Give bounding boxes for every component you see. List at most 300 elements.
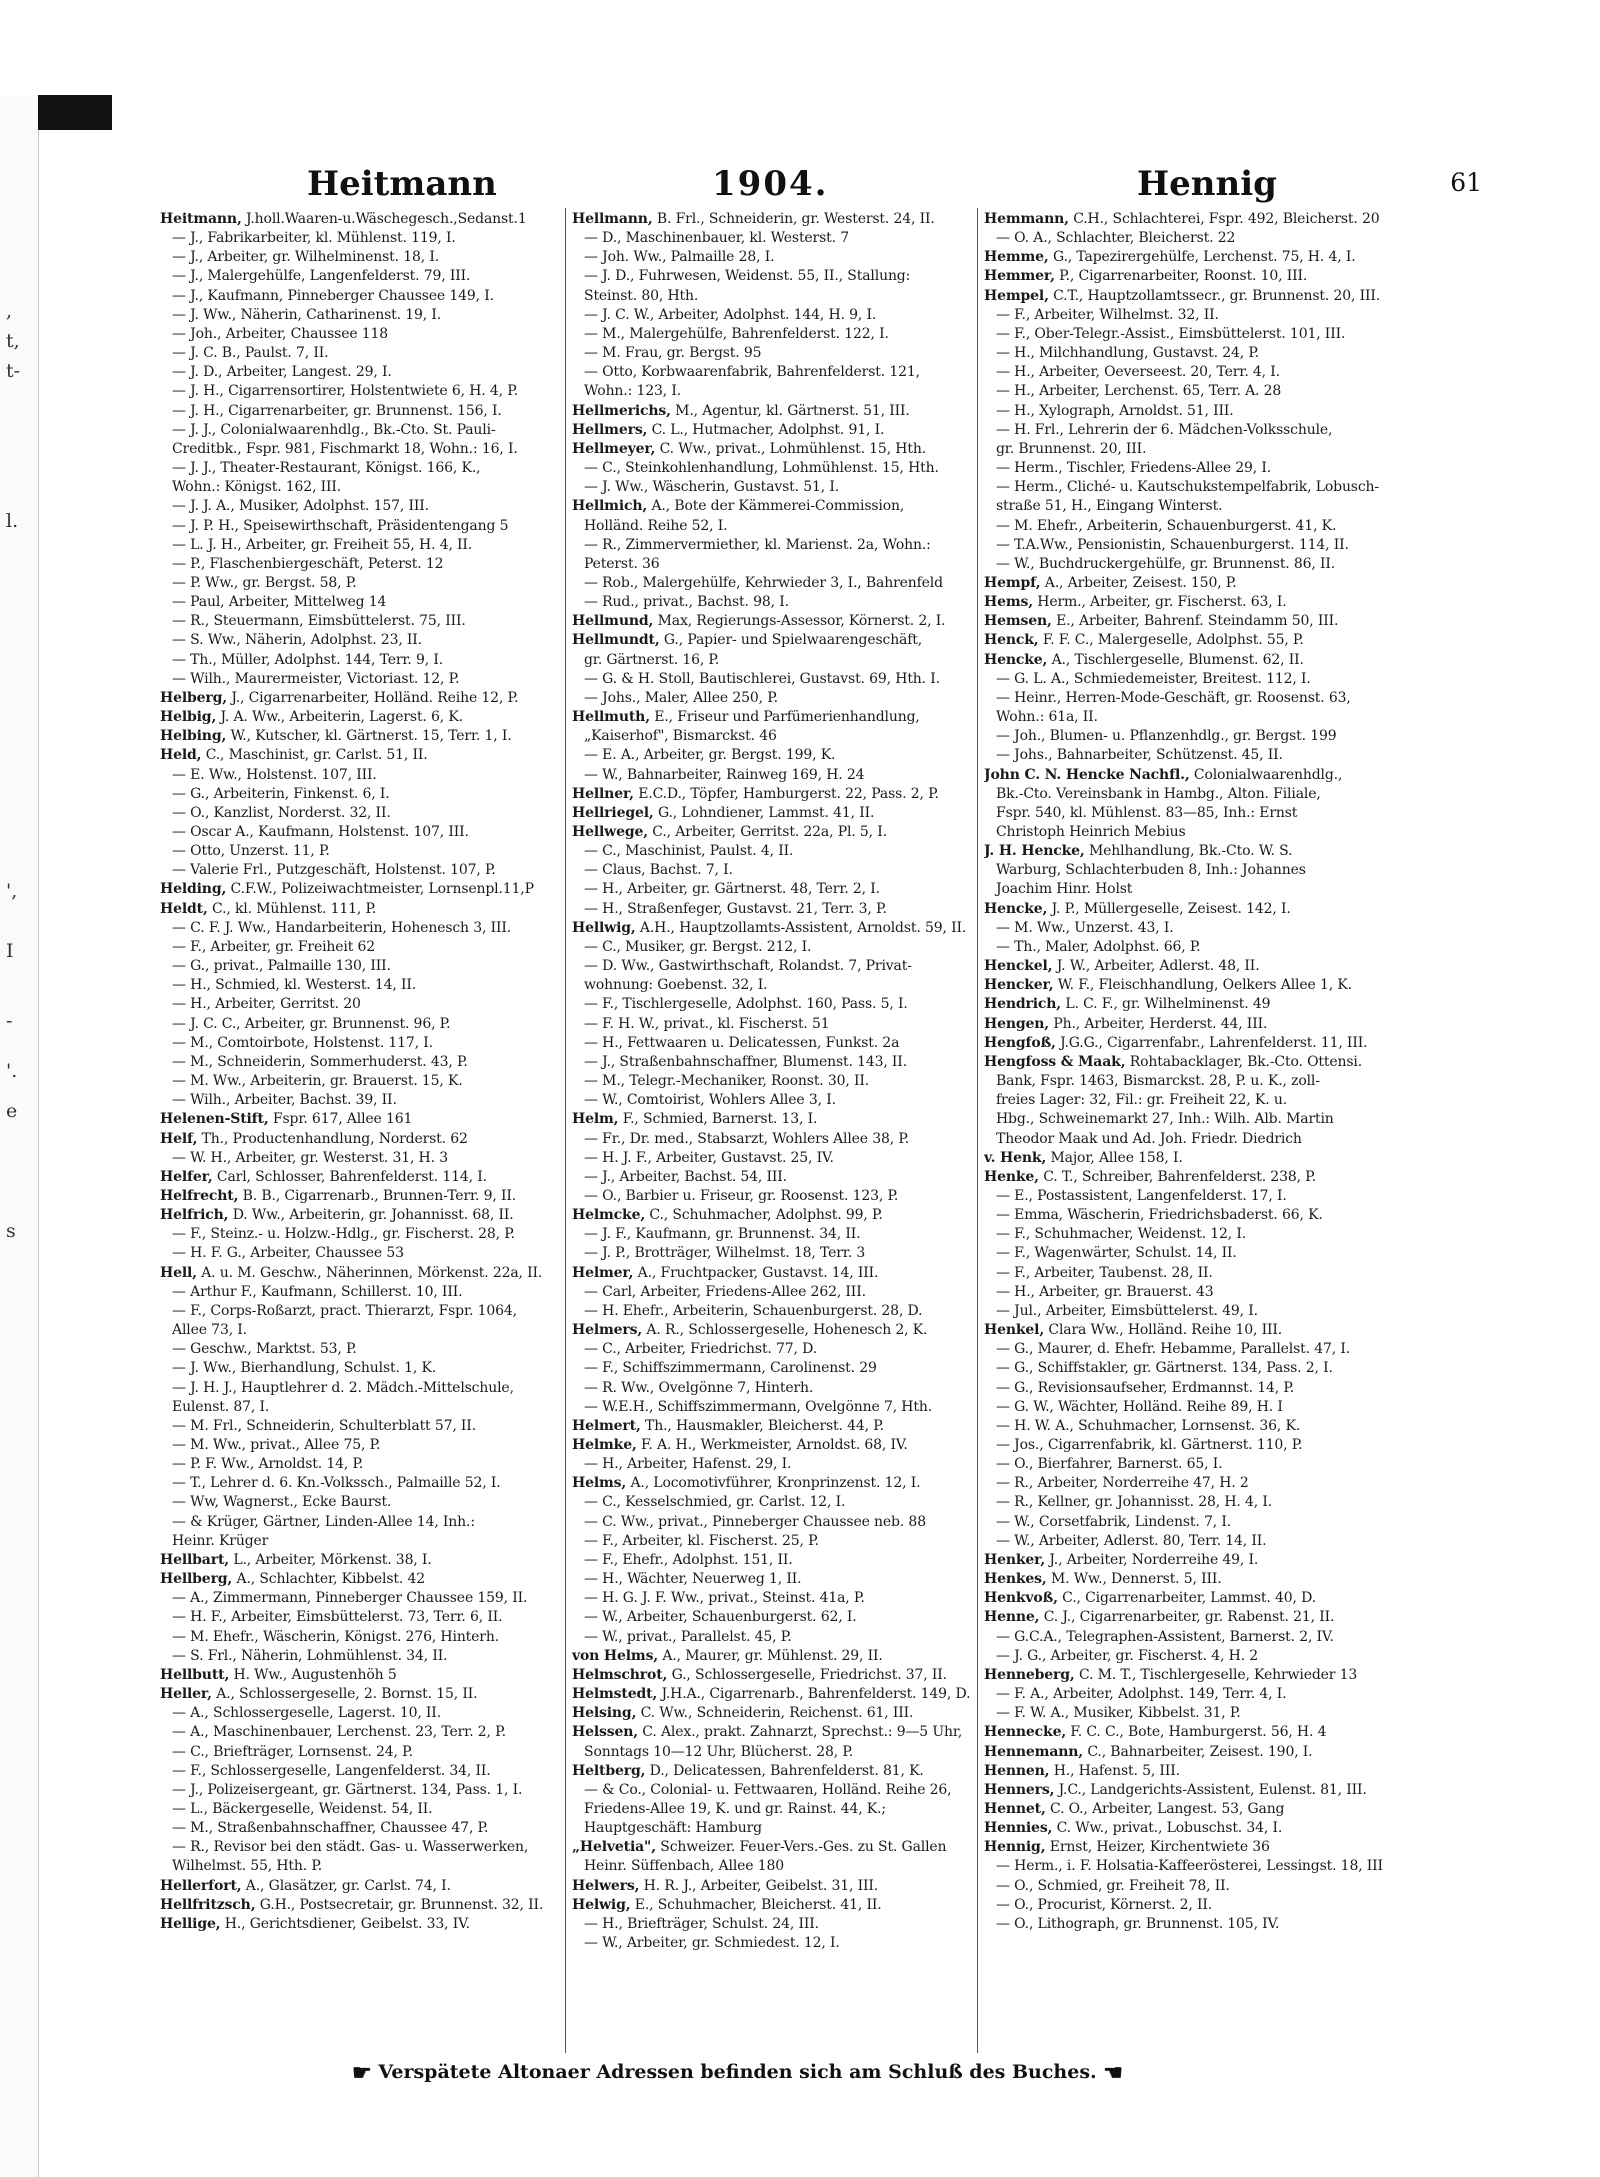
directory-entry	[160, 1283, 560, 1302]
directory-entry	[160, 727, 560, 746]
directory-entry	[160, 861, 560, 880]
directory-entry	[984, 1225, 1384, 1244]
directory-entry	[572, 1647, 972, 1666]
entry-text: — M. Ww., privat., Allee 75, P.	[172, 1437, 381, 1453]
entry-text: W. F., Fleischhandlung, Oelkers Allee 1, K.	[1057, 977, 1352, 994]
entry-text: Christoph Heinrich Mebius	[996, 824, 1186, 840]
directory-entry	[572, 670, 972, 689]
directory-entry	[160, 1762, 560, 1781]
entry-text: gr. Brunnenst. 20, III.	[996, 440, 1147, 457]
entry-text: E., Arbeiter, Bahrenf. Steindamm 50, III.	[1056, 613, 1339, 630]
entry-surname: Hems,	[984, 594, 1033, 611]
entry-text: J., Cigarrenarbeiter, Holländ. Reihe 12, P.	[231, 689, 519, 706]
directory-entry	[160, 1398, 560, 1417]
entry-text: Ernst, Heizer, Kirchentwiete 36	[1049, 1839, 1270, 1856]
entry-text: G., Tapezirergehülfe, Lerchenst. 75, H. 4, I.	[1052, 249, 1356, 266]
entry-text: — M. Ehefr., Wäscherin, Königst. 276, Hinterh.	[172, 1628, 500, 1645]
directory-entry	[572, 306, 972, 325]
directory-entry	[984, 1723, 1384, 1742]
entry-text: — Johs., Bahnarbeiter, Schützenst. 45, II.	[996, 747, 1283, 764]
entry-text: A., Fruchtpacker, Gustavst. 14, III.	[637, 1264, 879, 1281]
directory-entry	[984, 1532, 1384, 1551]
entry-text: — H. W. A., Schuhmacher, Lornsenst. 36, K.	[996, 1417, 1301, 1434]
entry-text: Fspr. 617, Allee 161	[272, 1111, 413, 1128]
directory-entry	[160, 612, 560, 631]
directory-entry	[160, 1896, 560, 1915]
entry-text: — C. Ww., privat., Pinneberger Chaussee neb. 88	[584, 1513, 926, 1530]
entry-text: — E., Postassistent, Langenfelderst. 17, I.	[996, 1187, 1287, 1204]
directory-entry	[984, 880, 1384, 899]
directory-entry	[572, 1551, 972, 1570]
directory-entry	[984, 1398, 1384, 1417]
directory-entry	[984, 919, 1384, 938]
directory-entry	[572, 1493, 972, 1512]
directory-entry	[160, 1034, 560, 1053]
entry-text: — & Co., Colonial- u. Fettwaaren, Holländ. Reihe 26,	[584, 1781, 952, 1798]
directory-entry	[160, 555, 560, 574]
entry-text: — H., Fettwaaren u. Delicatessen, Funkst. 2a	[584, 1034, 900, 1051]
entry-text: — H., Straßenfeger, Gustavst. 21, Terr. 3, P.	[584, 900, 887, 917]
directory-entry	[984, 536, 1384, 555]
directory-entry	[160, 842, 560, 861]
entry-text: — R., Arbeiter, Norderreihe 47, H. 2	[996, 1475, 1249, 1492]
entry-surname: Hemmann,	[984, 211, 1069, 227]
directory-entry	[572, 1379, 972, 1398]
directory-entry	[160, 1838, 560, 1857]
entry-surname: Hennemann,	[984, 1743, 1084, 1760]
entry-text: — E. Ww., Holstenst. 107, III.	[172, 766, 377, 783]
directory-entry	[160, 1704, 560, 1723]
entry-text: — J. G., Arbeiter, gr. Fischerst. 4, H. 2	[996, 1647, 1259, 1664]
pointing-hand-icon: ☛	[352, 2060, 372, 2086]
entry-text: Bank, Fspr. 1463, Bismarckst. 28, P. u. K., zoll-	[996, 1073, 1320, 1090]
entry-text: — E. A., Arbeiter, gr. Bergst. 199, K.	[584, 747, 836, 764]
entry-surname: Hellner,	[572, 785, 634, 802]
directory-entry	[984, 1379, 1384, 1398]
directory-entry	[160, 1647, 560, 1666]
entry-text: — M., Schneiderin, Sommerhuderst. 43, P.	[172, 1053, 468, 1070]
directory-entry	[984, 210, 1384, 229]
directory-entry	[572, 536, 972, 555]
directory-entry	[572, 1225, 972, 1244]
entry-text: Warburg, Schlachterbuden 8, Inh.: Johannes	[996, 862, 1306, 879]
entry-text: — O. A., Schlachter, Bleicherst. 22	[996, 230, 1236, 247]
entry-text: — C., Steinkohlenhandlung, Lohmühlenst. 15, Hth.	[584, 460, 939, 477]
directory-entry	[984, 995, 1384, 1014]
directory-entry	[984, 823, 1384, 842]
entry-text: — J. H., Cigarrenarbeiter, gr. Brunnenst. 156, I.	[172, 402, 502, 419]
entry-text: — A., Zimmermann, Pinneberger Chaussee 159, II.	[172, 1590, 528, 1607]
entry-text: — H. F., Arbeiter, Eimsbüttelerst. 73, Terr. 6, II.	[172, 1609, 503, 1626]
entry-text: — C. F. J. Ww., Handarbeiterin, Hohenesch 3, III.	[172, 919, 512, 936]
directory-entry	[160, 1455, 560, 1474]
directory-entry	[160, 1493, 560, 1512]
directory-entry	[160, 1340, 560, 1359]
entry-text: Hbg., Schweinemarkt 27, Inh.: Wilh. Alb. Martin	[996, 1111, 1334, 1128]
directory-entry	[160, 746, 560, 765]
directory-entry	[160, 823, 560, 842]
directory-entry	[572, 708, 972, 727]
directory-entry	[984, 746, 1384, 765]
entry-text: — M., Telegr.-Mechaniker, Roonst. 30, II.	[584, 1073, 870, 1090]
directory-entry	[984, 1168, 1384, 1187]
directory-entry	[572, 1436, 972, 1455]
directory-entry	[160, 1877, 560, 1896]
directory-entry	[572, 1857, 972, 1876]
entry-text: gr. Gärtnerst. 16, P.	[584, 651, 720, 668]
entry-surname: Henker,	[984, 1551, 1046, 1568]
directory-entry	[984, 900, 1384, 919]
entry-text: — O., Kanzlist, Norderst. 32, II.	[172, 804, 391, 821]
entry-text: Holländ. Reihe 52, I.	[584, 517, 728, 534]
entry-text: — O., Bierfahrer, Barnerst. 65, I.	[996, 1456, 1223, 1473]
directory-entry	[160, 651, 560, 670]
directory-entry	[572, 402, 972, 421]
entry-text: L. C. F., gr. Wilhelminenst. 49	[1065, 996, 1271, 1013]
entry-text: G., Lohndiener, Lammst. 41, II.	[657, 804, 875, 821]
entry-text: — P. F. Ww., Arnoldst. 14, P.	[172, 1456, 364, 1473]
entry-text: C.H., Schlachterei, Fspr. 492, Bleicherst. 20	[1073, 211, 1380, 227]
directory-entry	[572, 766, 972, 785]
entry-text: A., Bote der Kämmerei-Commission,	[651, 498, 905, 515]
directory-entry	[572, 1015, 972, 1034]
directory-entry	[572, 1359, 972, 1378]
entry-text: — O., Barbier u. Friseur, gr. Roosenst. 123, P.	[584, 1187, 899, 1204]
entry-text: — Johs., Maler, Allee 250, P.	[584, 689, 778, 706]
directory-entry	[160, 1857, 560, 1876]
directory-entry	[572, 804, 972, 823]
directory-entry	[160, 1551, 560, 1570]
entry-text: J. A. Ww., Arbeiterin, Lagerst. 6, K.	[220, 709, 463, 726]
directory-entry	[572, 497, 972, 516]
entry-text: — O., Lithograph, gr. Brunnenst. 105, IV.	[996, 1915, 1280, 1932]
directory-entry	[160, 785, 560, 804]
directory-entry	[984, 1072, 1384, 1091]
entry-text: — A., Maschinenbauer, Lerchenst. 23, Terr. 2, P.	[172, 1724, 506, 1741]
directory-entry	[984, 325, 1384, 344]
edge-fragment: t,	[6, 330, 20, 352]
directory-entry	[572, 1168, 972, 1187]
entry-text: — H., Schmied, kl. Westerst. 14, II.	[172, 977, 417, 994]
entry-surname: Helmers,	[572, 1322, 643, 1339]
entry-surname: Hellbutt,	[160, 1666, 230, 1683]
entry-text: — Arthur F., Kaufmann, Schillerst. 10, III.	[172, 1283, 463, 1300]
entry-text: — H. G. J. F. Ww., privat., Steinst. 41a, P.	[584, 1590, 865, 1607]
directory-entry	[160, 766, 560, 785]
entry-text: — S. Ww., Näherin, Adolphst. 23, II.	[172, 632, 422, 649]
entry-text: Wilhelmst. 55, Hth. P.	[172, 1858, 323, 1875]
page-header	[112, 164, 1482, 204]
directory-entry	[160, 1474, 560, 1493]
entry-text: — J. H., Cigarrensortirer, Holstentwiete 6, H. 4, P.	[172, 383, 518, 400]
directory-entry	[572, 1149, 972, 1168]
entry-text: — Herm., Cliché- u. Kautschukstempelfabrik, Lobusch-	[996, 479, 1379, 496]
directory-entry	[984, 708, 1384, 727]
directory-entry	[572, 631, 972, 650]
entry-text: J., Arbeiter, Norderreihe 49, I.	[1049, 1551, 1259, 1568]
directory-entry	[160, 1359, 560, 1378]
entry-text: — H. F. G., Arbeiter, Chaussee 53	[172, 1245, 404, 1262]
directory-entry	[160, 267, 560, 286]
edge-fragment: l.	[6, 510, 19, 532]
directory-entry	[572, 267, 972, 286]
directory-entry	[572, 1264, 972, 1283]
entry-text: — F. W. A., Musiker, Kibbelst. 31, P.	[996, 1705, 1241, 1722]
directory-entry	[984, 957, 1384, 976]
entry-text: — F., Arbeiter, Taubenst. 28, II.	[996, 1264, 1213, 1281]
directory-entry	[984, 842, 1384, 861]
entry-text: C. Ww., privat., Lohmühlenst. 15, Hth.	[659, 440, 926, 457]
entry-text: A. u. M. Geschw., Näherinnen, Mörkenst. 22a, II.	[201, 1264, 543, 1281]
directory-entry	[160, 957, 560, 976]
directory-entry	[572, 593, 972, 612]
entry-text: — A., Schlossergeselle, Lagerst. 10, II.	[172, 1705, 441, 1722]
entry-text: — G., privat., Palmaille 130, III.	[172, 958, 391, 975]
entry-text: — P. Ww., gr. Bergst. 58, P.	[172, 574, 357, 591]
directory-entry	[984, 517, 1384, 536]
directory-entry	[160, 1589, 560, 1608]
entry-text: Wohn.: Königst. 162, III.	[172, 479, 342, 496]
directory-entry	[984, 402, 1384, 421]
directory-entry	[984, 478, 1384, 497]
entry-surname: „Helvetia",	[572, 1839, 656, 1856]
directory-entry	[984, 1838, 1384, 1857]
entry-text: — J. Ww., Wäscherin, Gustavst. 51, I.	[584, 479, 839, 496]
entry-text: — J., Polizeisergeant, gr. Gärtnerst. 134, Pass. 1, I.	[172, 1781, 523, 1798]
entry-surname: Helssen,	[572, 1724, 638, 1741]
entry-text: F. A. H., Werkmeister, Arnoldst. 68, IV.	[641, 1437, 908, 1453]
entry-surname: Hempf,	[984, 574, 1041, 591]
directory-entry	[984, 1015, 1384, 1034]
entry-text: W., Kutscher, kl. Gärtnerst. 15, Terr. 1, I.	[230, 728, 512, 745]
entry-text: Th., Productenhandlung, Norderst. 62	[201, 1130, 468, 1147]
directory-entry	[160, 248, 560, 267]
directory-entry	[984, 651, 1384, 670]
entry-text: — F., Steinz.- u. Holzw.-Hdlg., gr. Fischerst. 28, P.	[172, 1226, 515, 1243]
entry-text: Max, Regierungs-Assessor, Körnerst. 2, I.	[657, 613, 946, 630]
directory-entry	[572, 689, 972, 708]
directory-entry	[160, 1685, 560, 1704]
entry-text: Bk.-Cto. Vereinsbank in Hambg., Alton. Filiale,	[996, 785, 1321, 802]
directory-entry	[160, 938, 560, 957]
entry-text: — Jos., Cigarrenfabrik, kl. Gärtnerst. 110, P.	[996, 1437, 1303, 1453]
directory-entry	[984, 248, 1384, 267]
directory-entry	[984, 1149, 1384, 1168]
directory-entry	[984, 1283, 1384, 1302]
directory-entry	[984, 555, 1384, 574]
entry-text: — P., Flaschenbiergeschäft, Peterst. 12	[172, 555, 444, 572]
entry-text: — W., Corsetfabrik, Lindenst. 7, I.	[996, 1513, 1232, 1530]
entry-surname: Hellwig,	[572, 919, 636, 936]
column-divider	[565, 208, 566, 2053]
entry-text: — R. Ww., Ovelgönne 7, Hinterh.	[584, 1379, 814, 1396]
entry-text: L., Arbeiter, Mörkenst. 38, I.	[233, 1551, 432, 1568]
directory-entry	[984, 670, 1384, 689]
entry-text: Creditbk., Fspr. 981, Fischmarkt 18, Wohn.: 16, I.	[172, 440, 518, 457]
entry-text: Clara Ww., Holländ. Reihe 10, III.	[1048, 1322, 1283, 1339]
entry-surname: Hellmundt,	[572, 632, 660, 649]
entry-text: C., Arbeiter, Gerritst. 22a, Pl. 5, I.	[652, 824, 887, 840]
directory-entry	[984, 1091, 1384, 1110]
entry-surname: Helberg,	[160, 689, 227, 706]
column-2	[572, 210, 972, 2050]
directory-entry	[572, 1206, 972, 1225]
directory-entry	[160, 708, 560, 727]
entry-text: A., Glasätzer, gr. Carlst. 74, I.	[245, 1877, 451, 1894]
entry-surname: Helfrich,	[160, 1207, 229, 1224]
entry-text: — F. H. W., privat., kl. Fischerst. 51	[584, 1015, 830, 1032]
directory-entry	[160, 1053, 560, 1072]
entry-text: — Th., Müller, Adolphst. 144, Terr. 9, I.	[172, 651, 444, 668]
entry-text: — J. C. C., Arbeiter, gr. Brunnenst. 96, P.	[172, 1015, 451, 1032]
entry-text: — Wilh., Maurermeister, Victoriast. 12, P.	[172, 670, 460, 687]
column-3	[984, 210, 1384, 2050]
directory-entry	[572, 555, 972, 574]
entry-surname: Helmstedt,	[572, 1686, 658, 1703]
entry-text: — R., Zimmervermiether, kl. Marienst. 2a, Wohn.:	[584, 536, 931, 553]
directory-entry	[984, 1704, 1384, 1723]
directory-entry	[572, 574, 972, 593]
entry-text: P., Cigarrenarbeiter, Roonst. 10, III.	[1059, 268, 1308, 285]
entry-text: — J., Straßenbahnschaffner, Blumenst. 143, II.	[584, 1053, 907, 1070]
directory-entry	[984, 1206, 1384, 1225]
edge-fragment: t-	[6, 360, 21, 382]
directory-entry	[572, 382, 972, 401]
entry-text: — F., Arbeiter, gr. Freiheit 62	[172, 938, 376, 955]
running-head-left: Heitmann	[307, 164, 497, 204]
directory-entry	[160, 1379, 560, 1398]
entry-surname: Hellige,	[160, 1915, 221, 1932]
directory-entry	[572, 1091, 972, 1110]
directory-entry	[572, 1628, 972, 1647]
entry-text: Fspr. 540, kl. Mühlenst. 83—85, Inh.: Ernst	[996, 804, 1298, 821]
directory-entry	[984, 1800, 1384, 1819]
entry-text: — C., Kesselschmied, gr. Carlst. 12, I.	[584, 1494, 846, 1511]
entry-surname: Helmert,	[572, 1417, 641, 1434]
entry-text: — H., Arbeiter, Lerchenst. 65, Terr. A. 28	[996, 383, 1282, 400]
directory-entry	[984, 593, 1384, 612]
entry-text: — W., Comtoirist, Wohlers Allee 3, I.	[584, 1092, 836, 1109]
directory-entry	[984, 976, 1384, 995]
entry-surname: Henne,	[984, 1609, 1040, 1626]
directory-entry	[572, 1723, 972, 1742]
entry-text: A., Locomotivführer, Kronprinzenst. 12, I.	[630, 1475, 921, 1492]
directory-entry	[572, 651, 972, 670]
entry-surname: Heitmann,	[160, 211, 242, 227]
running-head-year: 1904.	[712, 164, 829, 204]
entry-text: — S. Frl., Näherin, Lohmühlenst. 34, II.	[172, 1647, 448, 1664]
entry-text: E., Schuhmacher, Bleicherst. 41, II.	[634, 1896, 882, 1913]
entry-text: — G., Arbeiterin, Finkenst. 6, I.	[172, 785, 390, 802]
directory-entry	[572, 421, 972, 440]
directory-entry	[572, 229, 972, 248]
entry-surname: Hellerfort,	[160, 1877, 242, 1894]
entry-text: Steinst. 80, Hth.	[584, 287, 699, 304]
directory-entry	[984, 1781, 1384, 1800]
entry-text: Allee 73, I.	[172, 1322, 247, 1339]
entry-text: Herm., Arbeiter, gr. Fischerst. 63, I.	[1037, 594, 1287, 611]
edge-fragment: '.	[6, 1060, 18, 1082]
entry-surname: Hencke,	[984, 900, 1048, 917]
entry-text: Rohtabacklager, Bk.-Cto. Ottensi.	[1129, 1053, 1363, 1070]
directory-entry	[984, 1110, 1384, 1129]
entry-text: J.G.G., Cigarrenfabr., Lahrenfelderst. 11, III.	[1060, 1034, 1368, 1051]
entry-text: — Geschw., Marktst. 53, P.	[172, 1341, 357, 1358]
directory-entry	[572, 1877, 972, 1896]
entry-text: — M., Straßenbahnschaffner, Chaussee 47, P.	[172, 1820, 489, 1837]
directory-entry	[572, 1570, 972, 1589]
directory-entry	[984, 1628, 1384, 1647]
directory-entry	[984, 459, 1384, 478]
directory-entry	[984, 1340, 1384, 1359]
directory-entry	[160, 210, 560, 229]
entry-surname: Henneberg,	[984, 1666, 1075, 1683]
entry-text: C., kl. Mühlenst. 111, P.	[212, 900, 377, 917]
entry-text: — J. C. B., Paulst. 7, II.	[172, 345, 329, 362]
entry-text: — H., Milchhandlung, Gustavst. 24, P.	[996, 345, 1260, 362]
edge-fragment: I	[6, 940, 14, 962]
directory-entry	[984, 1130, 1384, 1149]
entry-text: — Th., Maler, Adolphst. 66, P.	[996, 938, 1201, 955]
entry-text: — Otto, Unzerst. 11, P.	[172, 843, 330, 860]
entry-text: — M. Ehefr., Arbeiterin, Schauenburgerst. 41, K.	[996, 517, 1337, 534]
entry-text: — Ww, Wagnerst., Ecke Baurst.	[172, 1494, 392, 1511]
entry-text: — Paul, Arbeiter, Mittelweg 14	[172, 594, 387, 611]
entry-text: — G., Schiffstakler, gr. Gärtnerst. 134, Pass. 2, I.	[996, 1360, 1333, 1377]
entry-text: — Herm., Tischler, Friedens-Allee 29, I.	[996, 460, 1272, 477]
entry-surname: Hellmuth,	[572, 709, 650, 726]
directory-entry	[572, 1474, 972, 1493]
entry-text: Wohn.: 61a, II.	[996, 709, 1098, 726]
directory-entry	[984, 1436, 1384, 1455]
entry-text: — D., Maschinenbauer, kl. Westerst. 7	[584, 230, 849, 247]
entry-text: — W.E.H., Schiffszimmermann, Ovelgönne 7, Hth.	[584, 1398, 933, 1415]
directory-entry	[984, 689, 1384, 708]
entry-surname: Hendrich,	[984, 996, 1062, 1013]
directory-entry	[572, 478, 972, 497]
entry-text: A., Schlossergeselle, 2. Bornst. 15, II.	[216, 1686, 478, 1703]
entry-text: Ph., Arbeiter, Herderst. 44, III.	[1053, 1015, 1268, 1032]
directory-entry	[572, 1838, 972, 1857]
entry-text: J. P., Müllergeselle, Zeisest. 142, I.	[1051, 900, 1291, 917]
entry-text: — J. J., Colonialwaarenhdlg., Bk.-Cto. St. Pauli-	[172, 421, 496, 438]
directory-entry	[160, 421, 560, 440]
directory-entry	[984, 382, 1384, 401]
directory-entry	[160, 1723, 560, 1742]
entry-surname: John C. N. Hencke Nachfl.,	[984, 766, 1190, 783]
directory-entry	[572, 1800, 972, 1819]
directory-entry	[984, 727, 1384, 746]
entry-text: — F., Schiffszimmermann, Carolinenst. 29	[584, 1360, 877, 1377]
entry-surname: Hellmers,	[572, 421, 648, 438]
pointing-hand-icon: ☚	[1103, 2060, 1124, 2086]
directory-entry	[572, 287, 972, 306]
entry-text: — Emma, Wäscherin, Friedrichsbaderst. 66, K.	[996, 1207, 1323, 1224]
directory-entry	[160, 1532, 560, 1551]
entry-text: H., Gerichtsdiener, Geibelst. 33, IV.	[224, 1915, 470, 1932]
entry-surname: Helbig,	[160, 709, 217, 726]
entry-surname: Henck,	[984, 632, 1039, 649]
directory-entry	[160, 517, 560, 536]
entry-surname: Hellmeyer,	[572, 440, 656, 457]
entry-surname: Helfrecht,	[160, 1187, 239, 1204]
entry-text: M., Agentur, kl. Gärtnerst. 51, III.	[675, 402, 910, 419]
directory-entry	[572, 785, 972, 804]
directory-entry	[160, 1513, 560, 1532]
entry-text: — W. H., Arbeiter, gr. Westerst. 31, H. 3	[172, 1149, 448, 1166]
entry-surname: Helmke,	[572, 1437, 637, 1453]
directory-entry	[572, 1896, 972, 1915]
